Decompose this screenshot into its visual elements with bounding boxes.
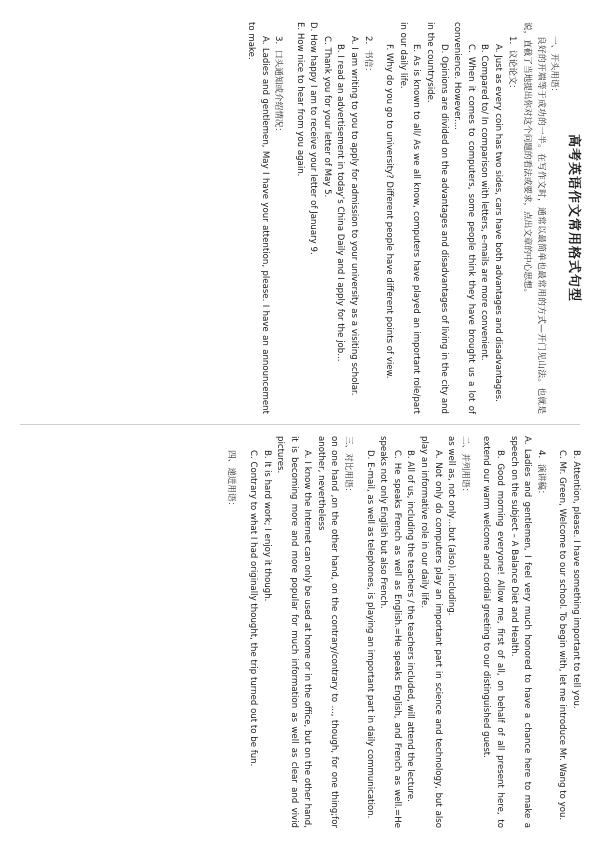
- sentence-1-3-b: B. Attention, please. I have something important to tell you.: [571, 450, 581, 709]
- sentence-1-3-a: A. Ladies and gentlemen, May I have your attention, please. I have an announcement to make.: [245, 22, 270, 414]
- sentence-1-2-a: A. I am writing to you to apply for admission to your university as a visiting scholar.: [349, 36, 360, 396]
- sentence-3-b: B. It is hard work; I enjoy it though.: [261, 450, 272, 602]
- sentence-1-2-e: E. How nice to hear from you again.: [294, 22, 305, 177]
- section-1-2-heading: 2．书信：: [362, 36, 373, 76]
- sentence-1-2-d: D. How happy I am to receive your letter of January 9.: [308, 22, 319, 255]
- document-title: 高考英语作文常用格式句型: [566, 133, 581, 302]
- sentence-1-4-b: B. Good morning everyone! Allow me, first of all, on behalf of all present here, to extend our warm welcome and cordial greeting to our distinguished guest.: [481, 436, 506, 828]
- section-3-heading: 三、对比用语：: [343, 436, 354, 497]
- sentence-1-1-e: E. As is known to all/ As we all know, computers have played an important role/part in our daily life.: [397, 22, 422, 414]
- section-1-3-heading: 3．口头通知或介绍情况：: [273, 36, 284, 136]
- column-divider: [20, 424, 580, 425]
- section-1-1-heading: 1．议论论文：: [506, 36, 517, 94]
- sentence-1-3-c: C. Mr. Green, Welcome to our school. To begin with, let me introduce Mr. Wang to you.: [557, 450, 568, 821]
- sentence-1-1-a: A. Just as every coin has two sides, cars have both advantages and disadvantages.: [493, 44, 504, 402]
- left-column: [18, 22, 582, 414]
- section-1-heading: 一、开头用语：: [549, 36, 560, 97]
- sentence-1-1-b: B. Compared to/ In comparison with letters, e-mails are more convenient.: [479, 44, 490, 361]
- sentence-2-a: A. Not only do computers play an important part in science and technology, but also play an informative role in our daily life.: [419, 436, 443, 828]
- section-4-heading: 四、递进用语：: [226, 450, 237, 511]
- sentence-1-1-f: F. Why do you go to university? Different people have different points of view.: [384, 44, 395, 379]
- sentence-3-a: A. I know the Internet can only be used at home or in the office, but on the other hand, it is becoming more and more popular for much information as well as clear and vivid pictures.: [275, 436, 313, 828]
- sentence-1-2-b: B. I read an advertisement in today’s China Daily and I apply for the job...: [335, 44, 346, 362]
- section-1-intro: 良好的开端等于成功的一半。在写作文时，通常以最简单也最常用的方式—开门见山法。也就是说，直截了当地提出你对这个问题的看法或要求，点出文章的中心思想。: [522, 22, 546, 414]
- section-2-intro: as well as, not only…but (also), including.: [446, 436, 457, 616]
- sentence-2-b: B. All of us, including the teachers / the teachers included, will attend the lecture.: [405, 450, 416, 802]
- sentence-1-1-d: D. Opinions are divided on the advantages and disadvantages of living in the city and in the countryside.: [425, 22, 449, 414]
- sentence-1-2-c: C. Thank you for your letter of May 5.: [321, 36, 332, 198]
- right-column: [18, 436, 582, 828]
- section-2-heading: 二、并列用语：: [459, 436, 470, 497]
- sentence-2-d: D. E-mail, as well as telephones, is playing an important part in daily communication.: [364, 450, 375, 819]
- section-1-4-heading: 4．演讲稿：: [535, 450, 546, 499]
- sentence-2-c: C. He speaks French as well as English.=He speaks English, and French as well.=He speaks not only English but also French.: [378, 436, 402, 828]
- sentence-1-4-a: A. Ladies and gentlemen, I feel very much honored to have a chance here to make a speech on the subject – A Balance Diet and Health.: [508, 436, 533, 828]
- sentence-1-1-c: C. When it comes to computers, some people think they have brought us a lot of convenience. However....: [452, 22, 476, 414]
- section-3-intro: on one hand ,on the other hand, on the contrary/contrary to ..., though, for one thing;for another, nevertheless: [315, 436, 340, 828]
- sentence-3-c: C. Contrary to what I had originally thought, the trip turned out to be fun.: [247, 450, 258, 767]
